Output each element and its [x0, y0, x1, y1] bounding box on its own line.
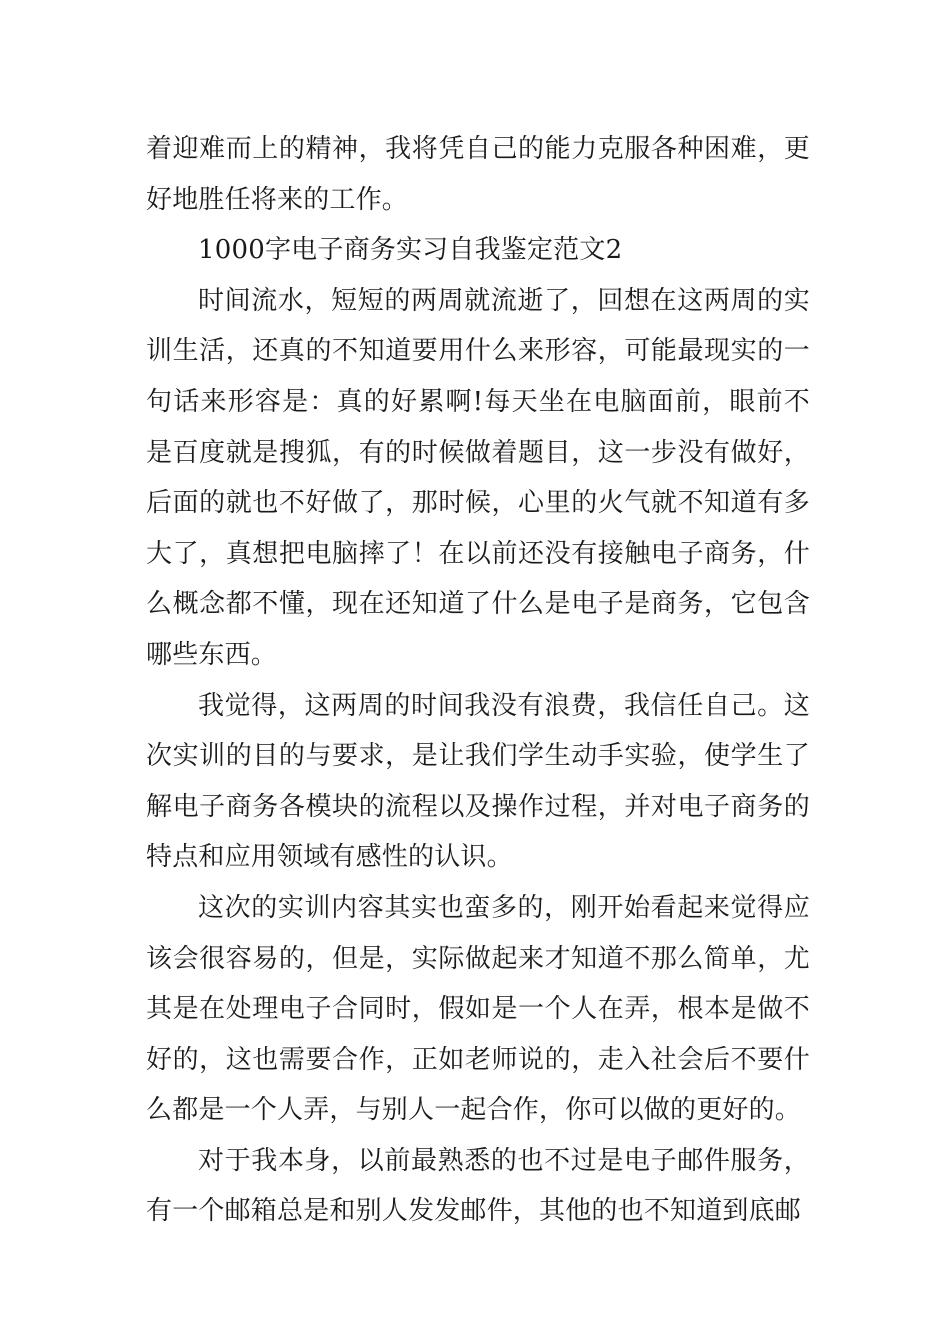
paragraph: 对于我本身，以前最熟悉的也不过是电子邮件服务，有一个邮箱总是和别人发发邮件，其他的也不知道到底邮	[146, 1145, 810, 1227]
paragraph: 时间流水，短短的两周就流逝了，回想在这两周的实训生活，还真的不知道要用什么来形容，可能最现实的一句话来形容是：真的好累啊!每天坐在电脑面前，眼前不是百度就是搜狐，有的时候做着题目，这一步没有做好，后面的就也不好做了，那时候，心里的火气就不知道有多大了，真想把电脑摔了！在以前还没有接触电子商务，什么概念都不懂，现在还知道了什么是电子是商务，它包含哪些东西。	[146, 285, 810, 670]
paragraph: 我觉得，这两周的时间我没有浪费，我信任自己。这次实训的目的与要求，是让我们学生动手实验，使学生了解电子商务各模块的流程以及操作过程，并对电子商务的特点和应用领域有感性的认识。	[146, 690, 810, 873]
paragraph-continuation: 着迎难而上的精神，我将凭自己的能力克服各种困难，更好地胜任将来的工作。	[146, 134, 810, 215]
paragraph: 这次的实训内容其实也蛮多的，刚开始看起来觉得应该会很容易的，但是，实际做起来才知道不那么简单，尤其是在处理电子合同时，假如是一个人在弄，根本是做不好的，这也需要合作，正如老师说的，走入社会后不要什么都是一个人弄，与别人一起合作，你可以做的更好的。	[146, 892, 810, 1126]
section-heading: 1000字电子商务实习自我鉴定范文2	[198, 235, 623, 266]
document-body	[146, 124, 810, 1237]
